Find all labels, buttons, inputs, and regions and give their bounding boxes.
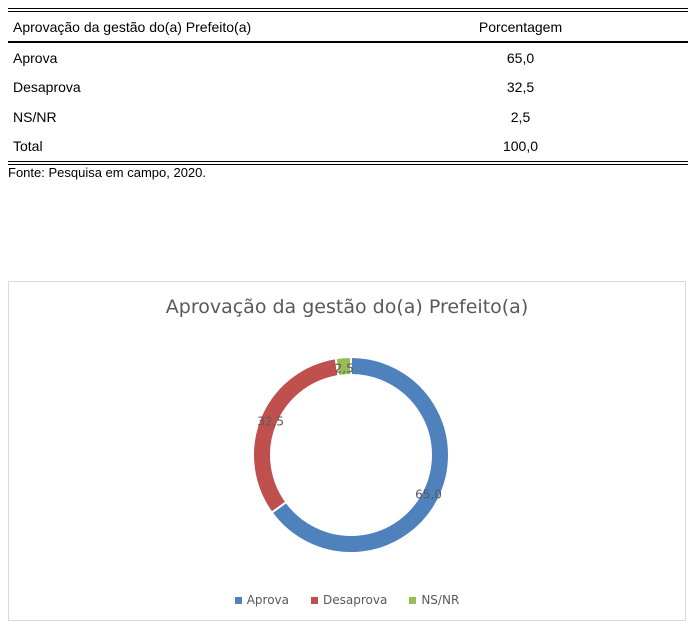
chart-title: Aprovação da gestão do(a) Prefeito(a) xyxy=(165,296,529,318)
legend-label: NS/NR xyxy=(421,593,460,607)
table-row-total xyxy=(8,132,688,162)
data-label-aprova: 65,0 xyxy=(415,487,442,502)
row-label: Desaprova xyxy=(13,79,81,96)
header-category: Aprovação da gestão do(a) Prefeito(a) xyxy=(13,18,252,35)
row-label: Total xyxy=(13,138,43,155)
legend-swatch xyxy=(235,597,242,604)
row-label: Aprova xyxy=(13,49,58,66)
table-row xyxy=(8,73,688,103)
legend-label: Aprova xyxy=(246,593,290,607)
header-percentage: Porcentagem xyxy=(478,18,563,35)
legend-swatch xyxy=(311,597,318,604)
table-header-row xyxy=(8,12,688,41)
legend-swatch xyxy=(409,597,416,604)
chart-area xyxy=(8,281,686,621)
row-label: NS/NR xyxy=(13,108,57,125)
row-value: 100,0 xyxy=(502,138,539,155)
slice-desaprova xyxy=(253,358,338,512)
source-note: Fonte: Pesquisa em campo, 2020. xyxy=(8,165,207,180)
legend-item-ns-nr xyxy=(409,593,459,607)
legend-item-desaprova xyxy=(311,593,387,607)
chart-legend xyxy=(9,593,685,607)
row-value: 65,0 xyxy=(506,49,535,66)
data-label-desaprova: 32,5 xyxy=(257,414,284,429)
row-value: 2,5 xyxy=(510,108,531,125)
legend-item-aprova xyxy=(235,593,289,607)
table-row xyxy=(8,43,688,73)
legend-label: Desaprova xyxy=(323,593,388,607)
donut-chart xyxy=(9,282,687,622)
approval-table xyxy=(8,8,688,165)
data-label-ns-nr: 2,5 xyxy=(334,361,354,376)
table-row xyxy=(8,102,688,132)
row-value: 32,5 xyxy=(506,79,535,96)
